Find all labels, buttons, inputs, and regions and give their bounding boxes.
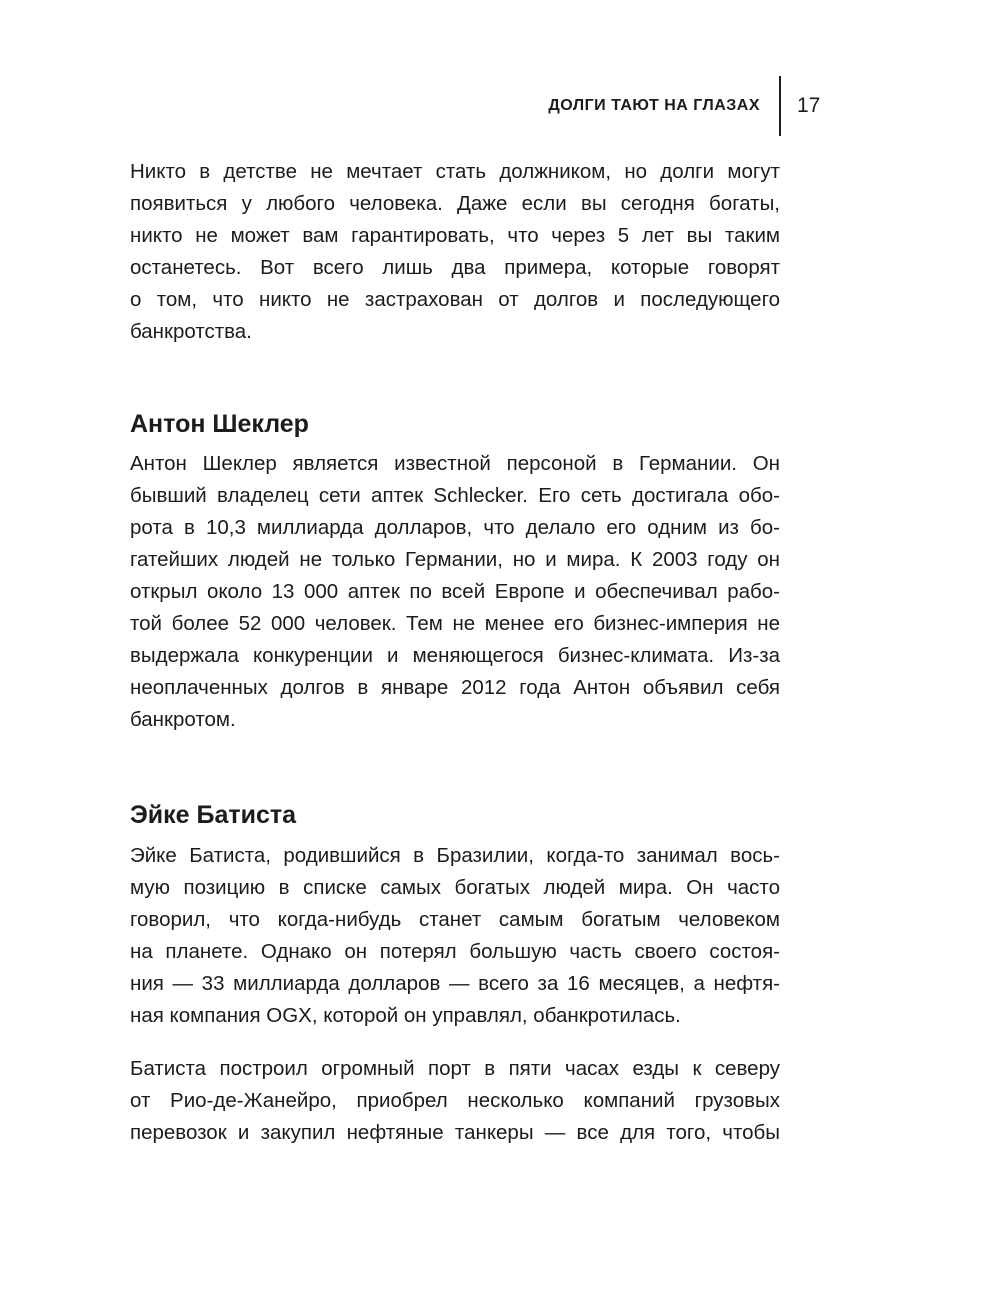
eike-batista-paragraph-1 [130, 840, 780, 1032]
text-line: ния — 33 миллиарда долларов — всего за 16 месяцев, а нефтя- [130, 972, 780, 995]
running-head: ДОЛГИ ТАЮТ НА ГЛАЗАХ [548, 97, 760, 114]
section-heading-eike-batista: Эйке Батиста [130, 801, 297, 829]
text-line: появиться у любого человека. Даже если вы сегодня богаты, [130, 192, 780, 215]
text-line: останетесь. Вот всего лишь два примера, которые говорят [130, 256, 780, 279]
text-line: выдержала конкуренции и меняющегося бизнес-климата. Из-за [130, 644, 780, 667]
text-line: Батиста построил огромный порт в пяти часах езды к северу [130, 1057, 780, 1080]
header-divider [779, 76, 781, 136]
text-line: бывший владелец сети аптек Schlecker. Его сеть достигала обо- [130, 484, 780, 507]
anton-schlecker-paragraph [130, 448, 780, 736]
text-line: той более 52 000 человек. Тем не менее его бизнес-империя не [130, 612, 780, 635]
text-line: неоплаченных долгов в январе 2012 года Антон объявил себя [130, 676, 780, 699]
text-line: никто не может вам гарантировать, что через 5 лет вы таким [130, 224, 780, 247]
text-line: говорил, что когда-нибудь станет самым богатым человеком [130, 908, 780, 931]
text-line: Никто в детстве не мечтает стать должником, но долги могут [130, 160, 780, 183]
text-line: о том, что никто не застрахован от долгов и последующего [130, 288, 780, 311]
text-line: банкротства. [130, 320, 252, 343]
text-line: гатейших людей не только Германии, но и мира. К 2003 году он [130, 548, 780, 571]
text-line: на планете. Однако он потерял большую часть своего состоя- [130, 940, 780, 963]
text-line: Эйке Батиста, родившийся в Бразилии, когда-то занимал вось- [130, 844, 780, 867]
text-line: ная компания OGX, которой он управлял, обанкротилась. [130, 1004, 681, 1027]
section-heading-anton-schlecker: Антон Шеклер [130, 410, 309, 438]
text-line: перевозок и закупил нефтяные танкеры — все для того, чтобы [130, 1121, 780, 1144]
text-line: открыл около 13 000 аптек по всей Европе и обеспечивал рабо- [130, 580, 780, 603]
text-line: от Рио-де-Жанейро, приобрел несколько компаний грузовых [130, 1089, 780, 1112]
text-line: Антон Шеклер является известной персоной в Германии. Он [130, 452, 780, 475]
intro-paragraph [130, 156, 780, 348]
text-line: банкротом. [130, 708, 236, 731]
page-number: 17 [797, 94, 821, 117]
text-line: рота в 10,3 миллиарда долларов, что делало его одним из бо- [130, 516, 780, 539]
eike-batista-paragraph-2 [130, 1053, 780, 1149]
text-line: мую позицию в списке самых богатых людей мира. Он часто [130, 876, 780, 899]
